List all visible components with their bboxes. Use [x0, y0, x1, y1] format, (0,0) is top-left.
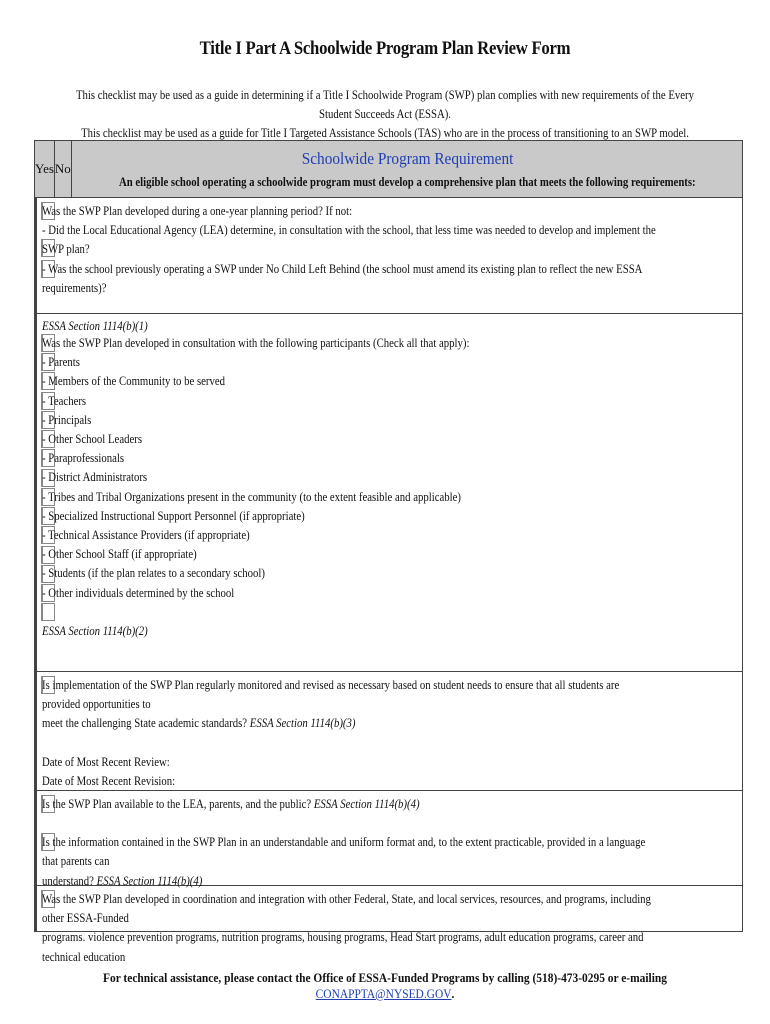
essa-citation: ESSA Section 1114(b)(1) — [42, 319, 148, 334]
question-text: Is implementation of the SWP Plan regularly monitored and revised as necessary based on student needs to ensure that all students are provided opportunities to — [42, 678, 620, 712]
participant-item: - Specialized Instructional Support Personnel (if appropriate) — [42, 508, 305, 523]
intro-line-2: This checklist may be used as a guide for Title I Targeted Assistance Schools (TAS) who are in the process of transitioning to an SWP model. — [81, 126, 689, 140]
table-row — [35, 672, 742, 791]
requirement-cell — [37, 198, 758, 334]
question-text: meet the challenging State academic standards? — [42, 716, 248, 731]
question-text: Is the SWP Plan available to the LEA, parents, and the public? — [42, 797, 312, 811]
page-title: Title I Part A Schoolwide Program Plan Review Form — [199, 38, 571, 59]
contact-email-link[interactable]: CONAPPTA@NYSED.GOV — [315, 986, 452, 1001]
no-cell — [36, 314, 37, 671]
question-text: Is the information contained in the SWP Plan in an understandable and uniform format and, to the extent practicable, provided in a language that parents can — [42, 835, 646, 869]
participant-item: - Members of the Community to be served — [42, 374, 226, 389]
sub-question: - Did the Local Educational Agency (LEA) determine, in consultation with the school, that less time was needed to develop and implement the SWP plan? — [42, 223, 656, 257]
table-row — [35, 886, 742, 964]
participant-item: - Students (if the plan relates to a secondary school) — [42, 566, 265, 581]
question-text: understand? — [42, 873, 94, 888]
requirement-cell — [37, 314, 758, 671]
sub-question: - Was the school previously operating a SWP under No Child Left Behind (the school must amend its existing plan to reflect the new ESSA requirements)? — [42, 261, 642, 295]
review-date-label: Date of Most Recent Review: — [42, 754, 170, 769]
essa-citation: ESSA Section 1114(b)(3) — [249, 716, 356, 731]
participant-item: - Principals — [42, 412, 92, 427]
requirement-subtitle: An eligible school operating a schoolwide program must develop a comprehensive plan that meets the following requirements: — [118, 174, 696, 189]
essa-citation: ESSA Section 1114(b)(4) — [313, 797, 420, 811]
requirement-cell — [37, 672, 758, 790]
footer-text: For technical assistance, please contact the Office of ESSA-Funded Programs by calling (518)-473-0295 or e-mailing — [102, 970, 667, 985]
participant-item: - Paraprofessionals — [42, 451, 125, 466]
no-cell — [36, 672, 37, 790]
intro-line-1: This checklist may be used as a guide in determining if a Title I Schoolwide Program (SWP) plan complies with new requirements of the Every Student Succeeds Act (ESSA). — [75, 88, 694, 121]
essa-citation: ESSA Section 1114(b)(2) — [42, 623, 148, 638]
essa-citation: ESSA Section 1114(b)(4) — [96, 873, 203, 888]
participant-item: - District Administrators — [42, 470, 148, 485]
no-cell — [36, 198, 37, 313]
participant-item: - Technical Assistance Providers (if appropriate) — [42, 528, 250, 543]
question-text: Was the SWP Plan developed in consultation with the following participants (Check all that apply): — [42, 336, 470, 350]
revision-date-label: Date of Most Recent Revision: — [42, 773, 176, 788]
footer-end: . — [451, 986, 455, 1001]
yes-column-header: Yes — [35, 141, 55, 197]
question-text: programs. violence prevention programs, nutrition programs, housing programs, Head Start programs, adult education programs, career and technical education — [42, 930, 644, 964]
question-text: Was the SWP Plan developed during a one-year planning period? If not: — [42, 204, 353, 218]
requirement-title: Schoolwide Program Requirement — [301, 148, 513, 168]
participant-item: - Teachers — [42, 393, 87, 408]
participant-item: - Parents — [42, 355, 80, 370]
participant-item: - Other School Staff (if appropriate) — [42, 547, 197, 562]
no-column-header: No — [55, 141, 72, 197]
table-header — [35, 141, 742, 198]
participant-item: - Other School Leaders — [42, 432, 143, 447]
intro-text — [71, 86, 699, 143]
requirement-cell — [37, 791, 758, 888]
checklist-table — [34, 140, 743, 964]
footer-contact — [46, 970, 724, 1002]
requirement-cell — [37, 886, 758, 964]
no-cell — [36, 886, 37, 931]
table-row — [35, 791, 742, 886]
participant-item: - Tribes and Tribal Organizations present in the community (to the extent feasible and applicable) — [42, 489, 461, 504]
participant-item: - Other individuals determined by the school — [42, 585, 235, 600]
table-row — [35, 314, 742, 672]
no-cell — [36, 791, 37, 885]
question-text: Was the SWP Plan developed in coordination and integration with other Federal, State, and local services, resources, and programs, including other ESSA-Funded — [42, 892, 651, 926]
requirement-header — [72, 141, 743, 197]
table-row — [35, 198, 742, 334]
